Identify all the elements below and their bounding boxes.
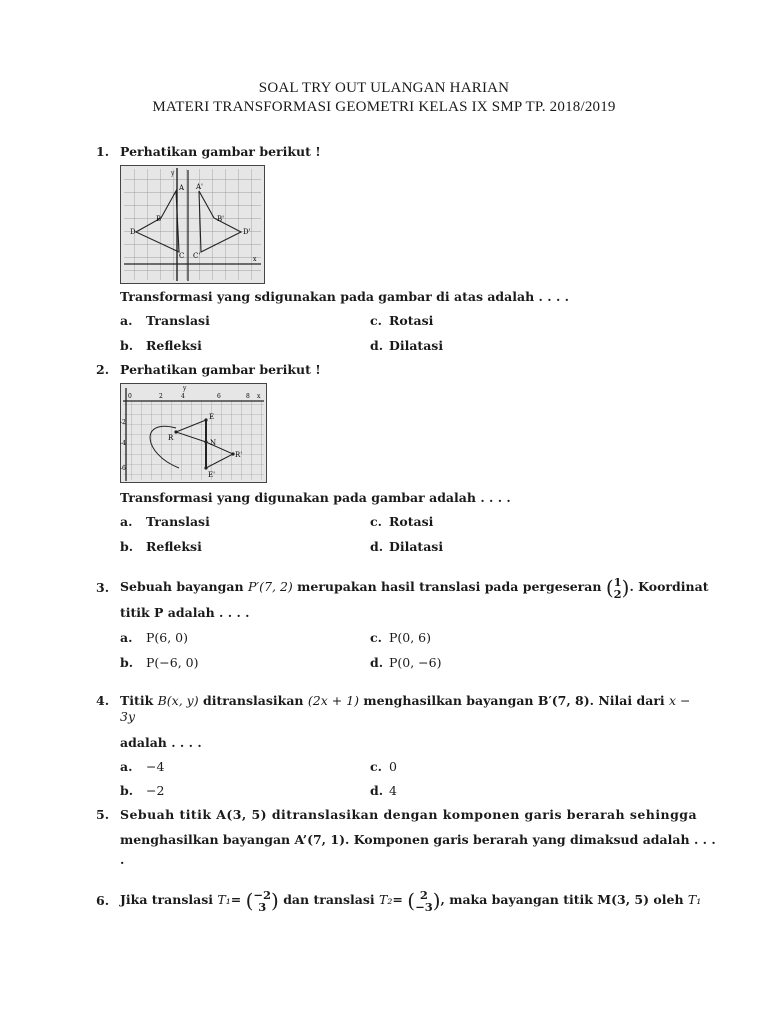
q2-tick-neg6: -6 [120, 465, 126, 472]
q1-figure-graphic [121, 166, 264, 283]
q6-v2-bottom: −3 [415, 899, 433, 914]
q3-option-c[interactable]: P(0, 6) [389, 630, 432, 645]
q2-option-d[interactable]: Dilatasi [389, 539, 444, 554]
q4-option-b[interactable]: −2 [146, 783, 165, 798]
q1-label-C-prime: C' [193, 252, 201, 260]
q6-text-a: Jika translasi [120, 892, 213, 907]
q3-option-a[interactable]: P(6, 0) [146, 630, 189, 645]
q4-option-c-key: c. [370, 759, 382, 774]
q3-number: 3. [96, 580, 110, 595]
q2-figure [120, 383, 267, 483]
q3-point: P′(7, 2) [247, 579, 293, 594]
q6-v2-top: 2 [419, 887, 428, 902]
q3-line1 [120, 572, 708, 602]
q4-option-b-key: b. [120, 783, 134, 798]
q2-point-E [204, 418, 207, 421]
q1-label-C: C [179, 252, 185, 260]
q2-label-y: y [183, 385, 187, 392]
q1-label-x: x [253, 256, 257, 263]
q2-option-c[interactable]: Rotasi [389, 514, 434, 529]
q1-label-B-prime: B' [217, 215, 225, 223]
q5-number: 5. [96, 807, 110, 822]
q2-text: Perhatikan gambar berikut ! [120, 362, 321, 377]
q4-text-b: ditranslasikan [202, 693, 304, 708]
q5-line1: Sebuah titik A(3, 5) ditranslasikan dengan komponen garis berarah sehingga [120, 807, 697, 822]
q2-tick-4: 4 [181, 393, 185, 400]
q2-point-N [204, 440, 207, 443]
q1-option-b[interactable]: Refleksi [146, 338, 202, 353]
q2-tick-6: 6 [217, 393, 221, 400]
q6-text-c: , maka bayangan titik M(3, 5) oleh [440, 892, 684, 907]
q2-option-b[interactable]: Refleksi [146, 539, 202, 554]
q6-line1 [120, 884, 701, 916]
q2-prompt: Transformasi yang digunakan pada gambar adalah . . . . [120, 490, 511, 505]
q1-figure [120, 165, 265, 284]
q2-tick-neg2: -2 [120, 419, 126, 426]
q2-label-R: R [168, 434, 174, 442]
q6-equals-2: = [392, 892, 403, 907]
q6-t2: T₂ [379, 892, 393, 907]
q2-label-E: E [209, 413, 215, 421]
doc-title-line2: MATERI TRANSFORMASI GEOMETRI KELAS IX SMP TP. 2018/2019 [152, 99, 616, 115]
q3-line2: titik P adalah . . . . [120, 605, 250, 620]
q1-option-c-key: c. [370, 313, 382, 328]
q6-v1-top: −2 [253, 887, 272, 902]
q4-number: 4. [96, 693, 110, 708]
q2-label-x: x [257, 393, 261, 400]
q1-option-c[interactable]: Rotasi [389, 313, 434, 328]
q2-option-d-key: d. [370, 539, 384, 554]
q4-line2: 3y [120, 709, 136, 724]
q2-tick-8: 8 [246, 393, 250, 400]
q5-line2: menghasilkan bayangan A’(7, 1). Komponen garis berarah yang dimaksud adalah . . . [120, 832, 716, 847]
q1-label-D-prime: D' [243, 228, 251, 236]
q3-vector-bottom: 2 [613, 586, 622, 601]
q4-option-a[interactable]: −4 [146, 759, 165, 774]
q3-option-b[interactable]: P(−6, 0) [146, 655, 199, 670]
q1-number: 1. [96, 144, 110, 159]
q4-expr: (2x + 1) [307, 693, 360, 708]
q6-t1: T₁ [217, 892, 231, 907]
q6-v2-paren-right: ) [432, 888, 441, 913]
q2-label-E-prime: E' [208, 471, 216, 479]
q2-label-N: N [210, 439, 217, 447]
q2-option-c-key: c. [370, 514, 382, 529]
q2-option-a-key: a. [120, 514, 133, 529]
q4-option-c[interactable]: 0 [389, 759, 397, 774]
q1-option-d[interactable]: Dilatasi [389, 338, 444, 353]
q6-vector-1 [253, 889, 271, 913]
q4-line3: adalah . . . . [120, 735, 202, 750]
q3-vector-top: 1 [613, 574, 622, 589]
q4-option-d-key: d. [370, 783, 384, 798]
q3-option-c-key: c. [370, 630, 382, 645]
q4-expr2: x − [669, 693, 691, 708]
q4-point: B(x, y) [157, 693, 199, 708]
q3-option-d-key: d. [370, 655, 384, 670]
q2-tick-2: 2 [159, 393, 163, 400]
q2-option-b-key: b. [120, 539, 134, 554]
q1-option-a-key: a. [120, 313, 133, 328]
q3-option-d[interactable]: P(0, −6) [389, 655, 442, 670]
q2-label-R-prime: R' [235, 451, 243, 459]
q1-label-D: D [130, 228, 136, 236]
q2-point-E-prime [204, 466, 207, 469]
q6-v1-paren-left: ( [245, 888, 254, 913]
q1-text: Perhatikan gambar berikut ! [120, 144, 321, 159]
q3-text-a: Sebuah bayangan [120, 579, 244, 594]
q5-line3: . [120, 852, 125, 867]
q4-line1 [120, 693, 691, 708]
doc-title-line1: SOAL TRY OUT ULANGAN HARIAN [258, 80, 510, 96]
q2-tick-0: 0 [128, 393, 132, 400]
q6-v1-paren-right: ) [271, 888, 279, 913]
q1-label-A: A [179, 184, 185, 192]
q3-text-c: . Koordinat [629, 579, 709, 594]
q2-grid [123, 401, 264, 480]
q2-point-R [174, 430, 177, 433]
q4-option-a-key: a. [120, 759, 133, 774]
q6-equals-1: = [230, 892, 242, 907]
q6-t1-ref: T₁ [687, 892, 702, 907]
q2-figure-graphic [121, 384, 266, 482]
q6-text-b: dan translasi [283, 892, 375, 907]
q1-option-b-key: b. [120, 338, 134, 353]
q6-v2-paren-left: ( [407, 888, 416, 913]
q2-tick-neg4: -4 [120, 440, 126, 447]
q4-text-a: Titik [120, 693, 154, 708]
q1-option-d-key: d. [370, 338, 384, 353]
q1-grid [124, 169, 261, 280]
q6-v1-bottom: 3 [258, 899, 267, 914]
q1-prompt: Transformasi yang sdigunakan pada gambar di atas adalah . . . . [120, 289, 570, 304]
q6-number: 6. [96, 893, 110, 908]
q4-option-d[interactable]: 4 [389, 783, 397, 798]
q6-vector-2 [415, 889, 433, 913]
q3-paren-right: ) [621, 575, 630, 600]
q3-option-b-key: b. [120, 655, 134, 670]
q1-label-y: y [171, 170, 175, 177]
q1-option-a[interactable]: Translasi [146, 313, 210, 328]
q1-label-B: B [156, 215, 162, 223]
q2-number: 2. [96, 362, 110, 377]
q3-text-b: merupakan hasil translasi pada pergeseran [297, 579, 602, 594]
q3-paren-left: ( [605, 575, 614, 600]
q4-text-c: menghasilkan bayangan B′(7, 8). Nilai dari [363, 693, 665, 708]
q2-option-a[interactable]: Translasi [146, 514, 210, 529]
q3-option-a-key: a. [120, 630, 133, 645]
q3-vector [614, 576, 622, 600]
q1-label-A-prime: A' [196, 183, 203, 191]
